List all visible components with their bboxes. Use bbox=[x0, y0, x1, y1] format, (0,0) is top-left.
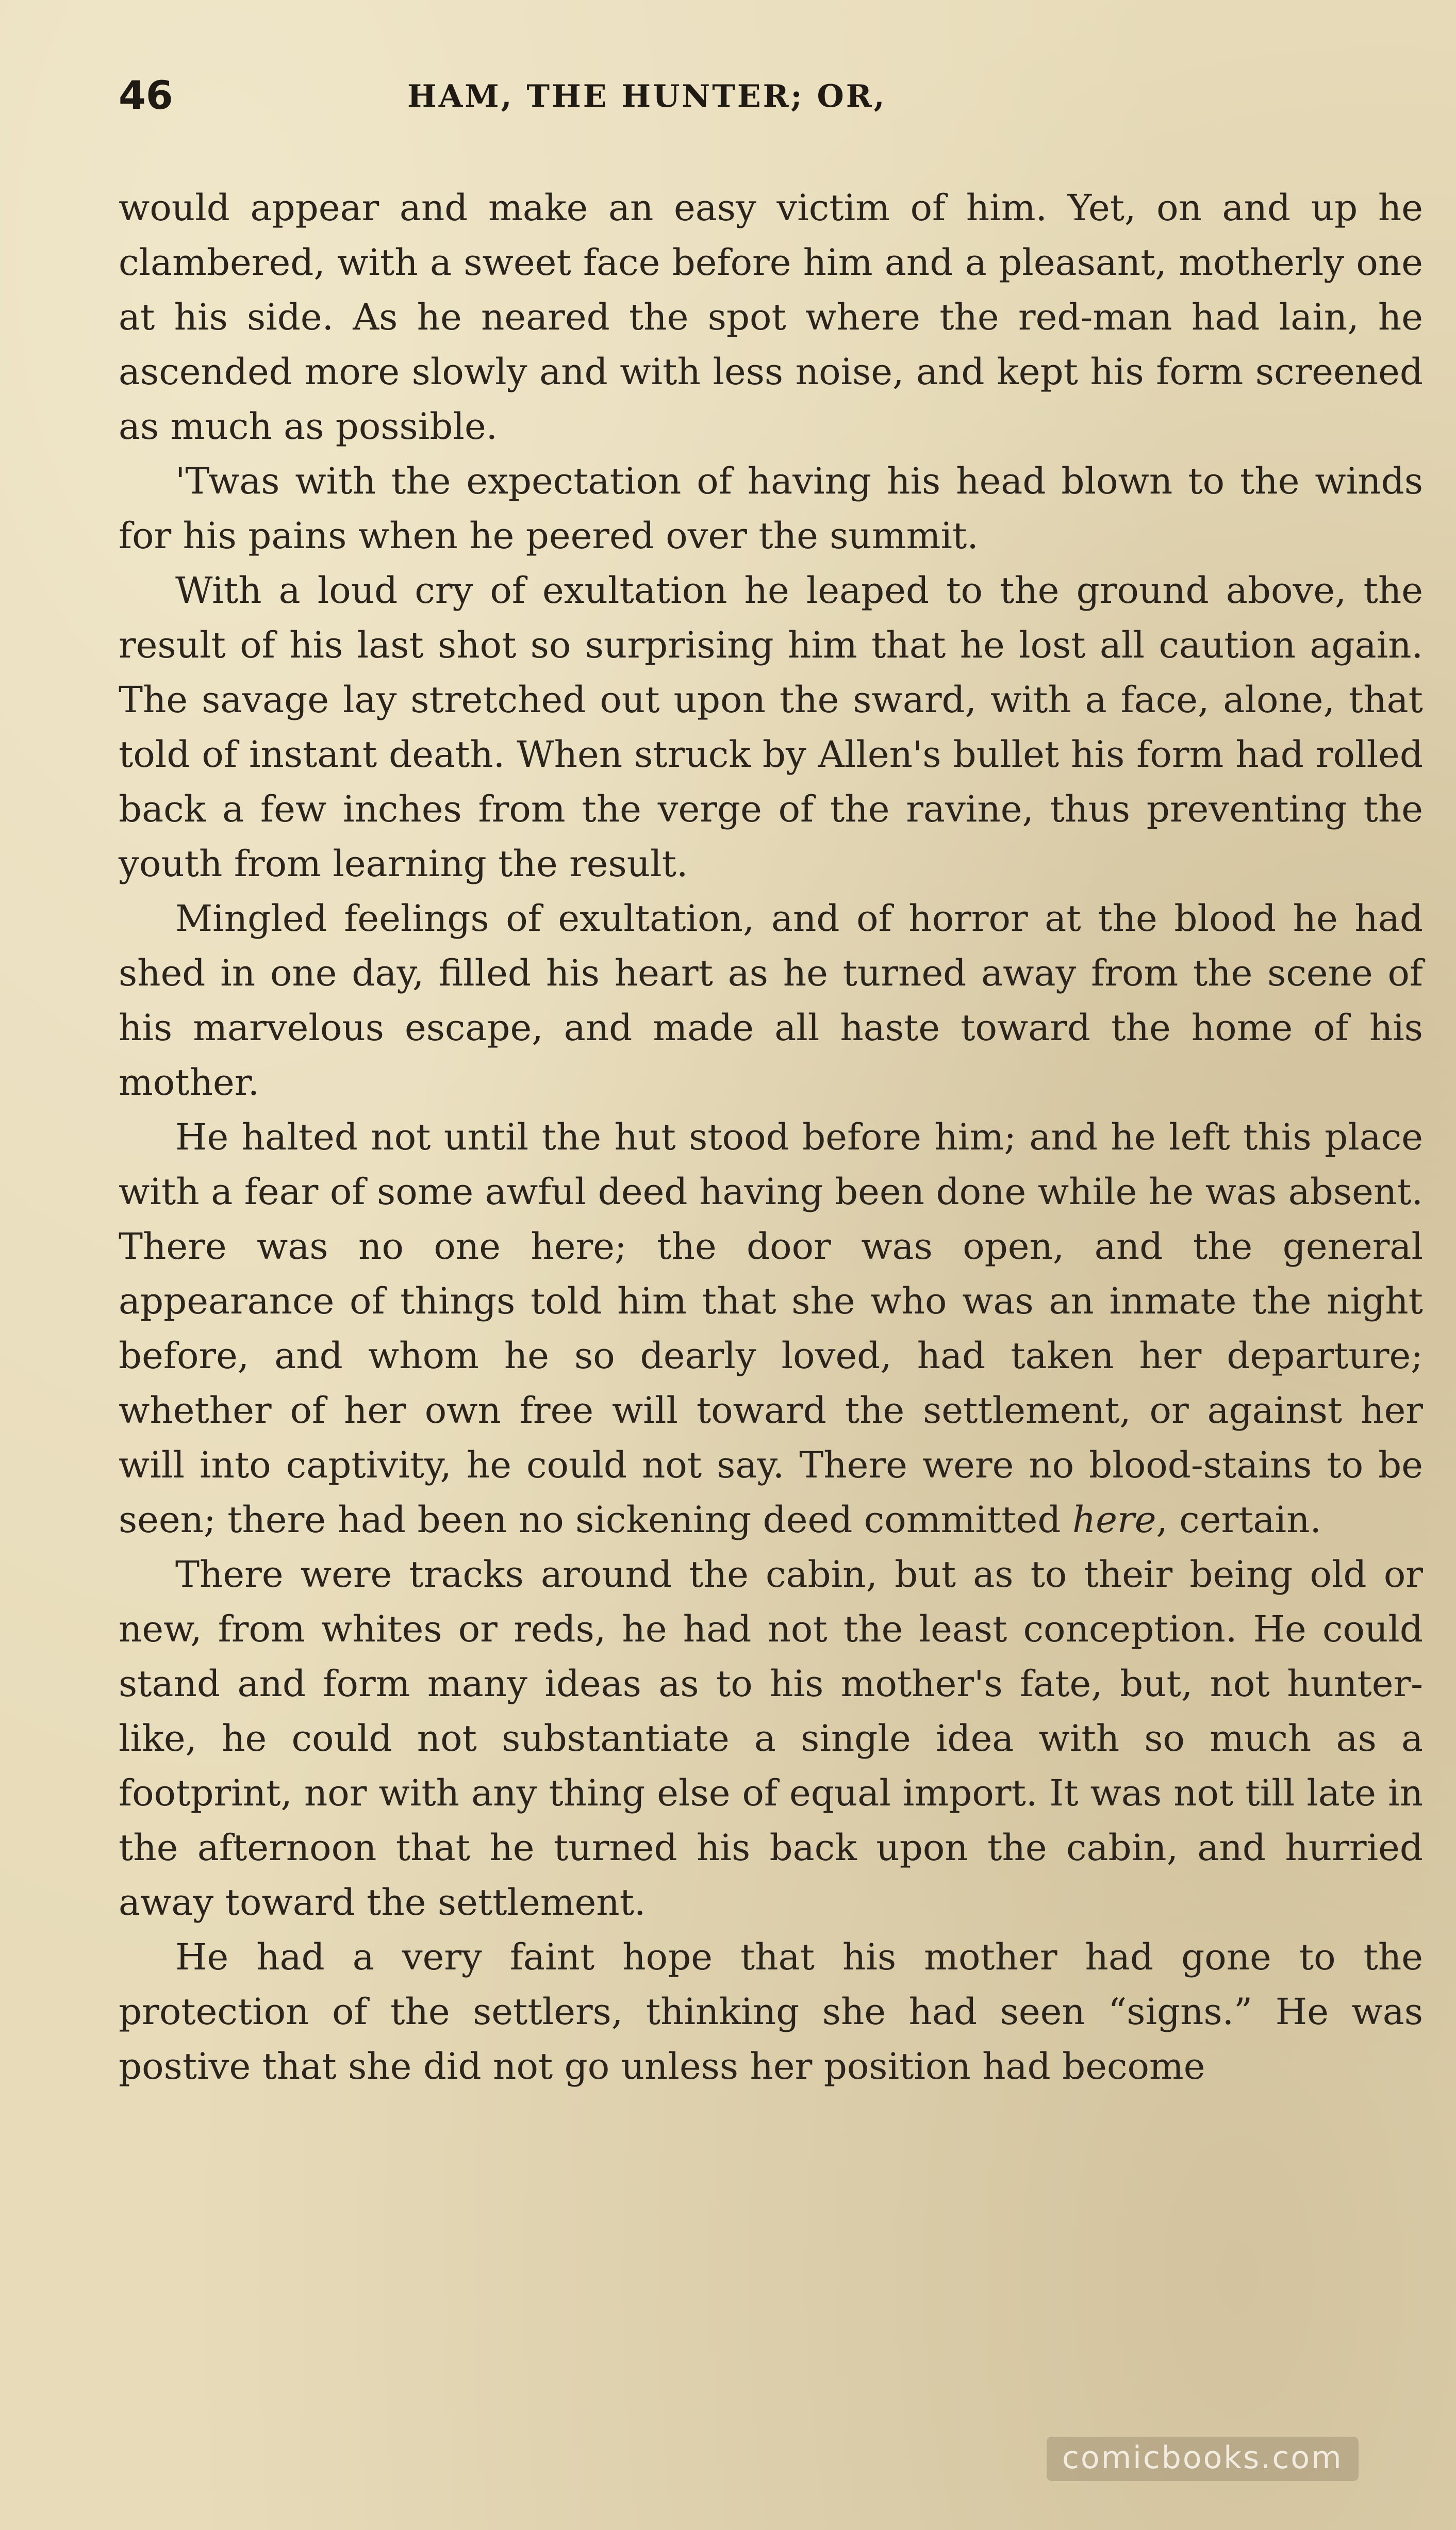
paragraph bbox=[119, 563, 1423, 891]
paragraph-text: There were tracks around the cabin, but as to their being old or new, from whites or reds, he had not the least conception. He could stand and form many ideas as to his mother's fate, but, not hunter-like, he could not substantiate a single idea with so much as a footprint, nor with any thing else of equal import. It was not till late in the afternoon that he turned his back upon the cabin, and hurried away toward the settlement. bbox=[119, 1553, 1423, 1924]
running-head: HAM, THE HUNTER; OR, bbox=[407, 78, 887, 114]
paragraph-text: 'Twas with the expectation of having his head blown to the winds for his pains when he peered over the summit. bbox=[119, 460, 1423, 557]
page-header bbox=[119, 67, 1423, 124]
paragraph bbox=[119, 1930, 1423, 2094]
paragraph bbox=[119, 1547, 1423, 1930]
paragraph-text: With a loud cry of exultation he leaped to the ground above, the result of his last shot so surprising him that he lost all caution again. The savage lay stretched out upon the sward, with a face, alone, that told of instant death. When struck by Allen's bullet his form had rolled back a few inches from the verge of the ravine, thus preventing the youth from learning the result. bbox=[119, 569, 1423, 885]
watermark: comicbooks.com bbox=[1047, 2437, 1359, 2481]
paragraph bbox=[119, 454, 1423, 563]
paragraph-text: He halted not until the hut stood before him; and he left this place with a fear of some awful deed having been done while he was absent. There was no one here; the door was open, and the general appearance of things told him that she who was an inmate the night before, and whom he so dearly loved, had taken her departure; whether of her own free will toward the settlement, or against her will into captivity, he could not say. There were no blood-stains to be seen; there had been no sickening deed committed bbox=[119, 1116, 1423, 1541]
book-page bbox=[119, 67, 1423, 2491]
body-text bbox=[119, 180, 1423, 2094]
paragraph-text: Mingled feelings of exultation, and of horror at the blood he had shed in one day, filled his heart as he turned away from the scene of his marvelous escape, and made all haste toward the home of his mother. bbox=[119, 897, 1423, 1104]
paragraph-text: He had a very faint hope that his mother had gone to the protection of the settlers, thinking she had seen “signs.” He was postive that she did not go unless her position had become bbox=[119, 1936, 1423, 2088]
paragraph bbox=[119, 891, 1423, 1110]
paragraph bbox=[119, 180, 1423, 454]
italic-emphasis: here bbox=[1072, 1499, 1156, 1541]
paragraph-text-end: , certain. bbox=[1156, 1499, 1321, 1541]
paragraph-text: would appear and make an easy victim of him. Yet, on and up he clambered, with a sweet face before him and a pleasant, motherly one at his side. As he neared the spot where the red-man had lain, he ascended more slowly and with less noise, and kept his form screened as much as possible. bbox=[119, 187, 1423, 448]
paragraph bbox=[119, 1110, 1423, 1547]
page-number: 46 bbox=[119, 72, 173, 118]
